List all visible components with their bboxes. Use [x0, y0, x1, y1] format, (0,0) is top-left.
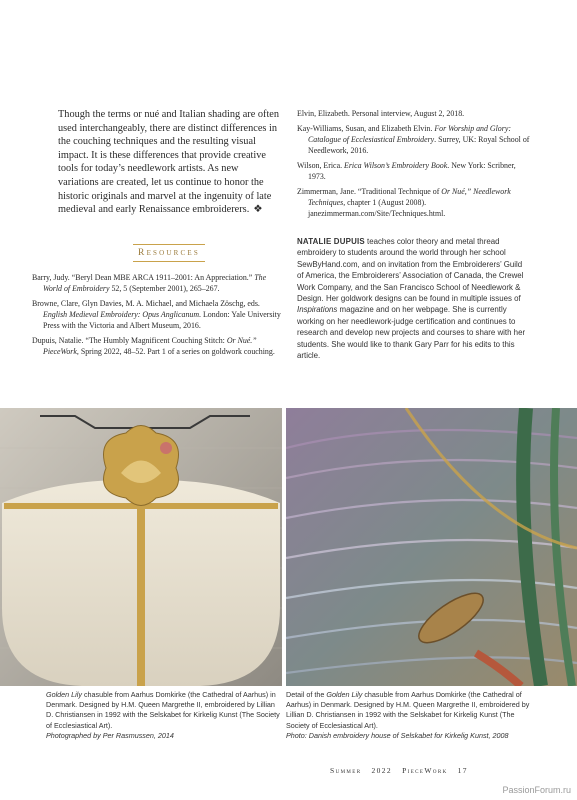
resources-rule-top [133, 244, 205, 245]
reference-item: Dupuis, Natalie. “The Humbly Magnificent Couching Stitch: Or Nué.” PieceWork, Spring 2022, 48–52. Part 1 of a series on goldwork couching. [32, 336, 275, 356]
reference-item: Zimmerman, Jane. “Traditional Technique of Or Nué,” Needlework Techniques, chapter 1 (August 2008). janezimmerman.com/Site/Techniques.html. [297, 187, 511, 218]
photo-credit-left: Photographed by Per Rasmussen, 2014 [46, 730, 174, 740]
reference-item: Wilson, Erica. Erica Wilson’s Embroidery Book. New York: Scribner, 1973. [297, 161, 516, 181]
folio-season: Summer [330, 766, 362, 775]
chasuble-photo [0, 408, 282, 686]
page-folio [330, 766, 530, 775]
folio-year: 2022 [371, 766, 393, 775]
page-number: 17 [457, 766, 468, 775]
article-conclusion [58, 108, 280, 217]
reference-item: Barry, Judy. “Beryl Dean MBE ARCA 1911–2001: An Appreciation.” The World of Embroidery 52, 5 (September 2001), 265–267. [32, 273, 267, 293]
resources-list-left [32, 272, 284, 361]
watermark: PassionForum.ru [502, 785, 571, 795]
chasuble-detail-photo [286, 408, 577, 686]
end-mark-icon: ❖ [253, 204, 263, 216]
reference-item: Elvin, Elizabeth. Personal interview, August 2, 2018. [297, 109, 465, 118]
caption-right: Detail of the Golden Lily chasuble from Aarhus Domkirke (the Cathedral of Aarhus) in Denmark. Designed by H.M. Queen Margrethe II, embroidered by Lillian D. Christiansen in 1992 with the Selskabet for Kirkelig Kunst (The Society of Ecclesiastical Art). Photo: Danish embroidery house of Selskabet for Kirkelig Kunst, 2008 [286, 690, 530, 740]
author-name: NATALIE DUPUIS [297, 237, 365, 246]
chasuble-illustration [0, 408, 282, 686]
photo-credit-right: Photo: Danish embroidery house of Selskabet for Kirkelig Kunst, 2008 [286, 730, 509, 740]
resources-list-right [297, 108, 532, 223]
conclusion-paragraph: Though the terms or nué and Italian shading are often used interchangeably, there are distinct differences in the couching techniques and the resulting visual impact. It is these differences that provide creative tools for today’s needlework artists. As new variations are created, let us continue to honor the historic originals and marvel at the ingenuity of late medieval and early Renaissance embroiderers. [58, 109, 280, 216]
embroidery-detail-illustration [286, 408, 577, 686]
reference-item: Kay-Williams, Susan, and Elizabeth Elvin. For Worship and Glory: Catalogue of Ecclesiastical Embroidery. Surrey, UK: Royal School of Needlework, 2016. [297, 124, 530, 155]
resources-title: Resources [138, 248, 200, 258]
folio-magazine: PieceWork [402, 766, 448, 775]
resources-heading [58, 244, 280, 262]
resources-rule-bottom [133, 261, 205, 262]
author-bio: NATALIE DUPUIS teaches color theory and metal thread embroidery to students around the world through her school SewByHand.com, and on invitation from the Embroiderers’ Guild of America, the Embroiderers’ Association of Canada, the Crewel Work Company, and the San Francisco School of Needlework & Design. Her goldwork designs can be found in multiple issues of Inspirations magazine and on her webpage. She is currently working on her needlework-judge certification and continues to research and develop new projects and courses to share with her students. She would like to thank Gary Parr for his edits to this article. [297, 237, 526, 361]
reference-item: Browne, Clare, Glyn Davies, M. A. Michael, and Michaela Zöschg, eds. English Medieval Embroidery: Opus Anglicanum. London: Yale University Press with the Victoria and Albert Museum, 2016. [32, 299, 281, 330]
caption-left: Golden Lily chasuble from Aarhus Domkirke (the Cathedral of Aarhus) in Denmark. Designed by H.M. Queen Margrethe II, embroidered by Lillian D. Christiansen in 1992 with the Selskabet for Kirkelig Kunst (The Society of Ecclesiastical Art). Photographed by Per Rasmussen, 2014 [46, 690, 280, 740]
